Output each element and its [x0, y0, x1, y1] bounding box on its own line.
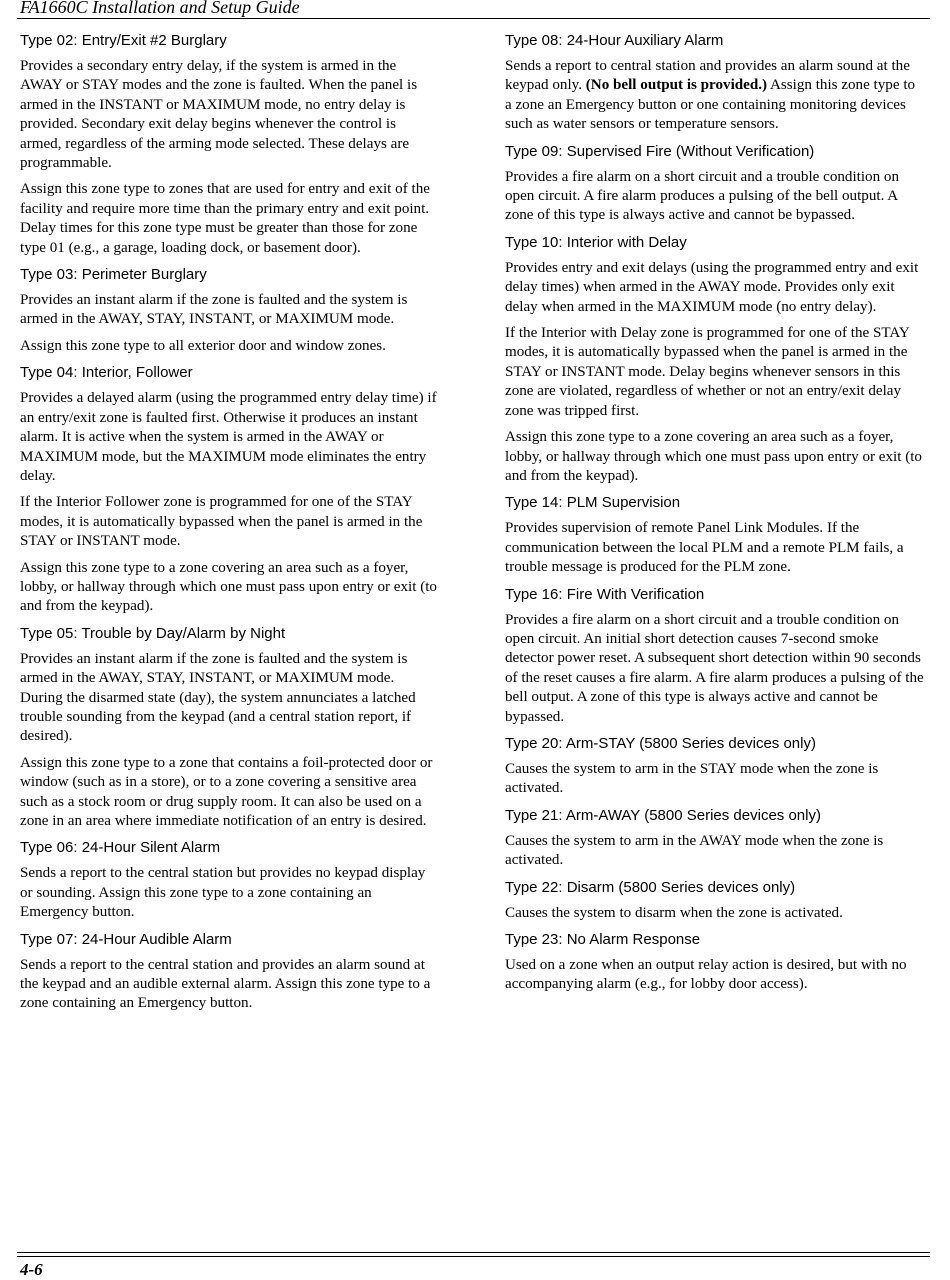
body-paragraph: [505, 956, 925, 995]
section-heading: Type 07: 24-Hour Audible Alarm: [20, 930, 232, 948]
section-heading: Type 03: Perimeter Burglary: [20, 266, 207, 284]
footer-divider-thin: [17, 1256, 930, 1257]
paragraph-text: Assign this zone type to all exterior door and window zones.: [20, 337, 386, 354]
paragraph-text: If the Interior with Delay zone is programmed for one of the STAY modes, it is automatically bypassed when the panel is armed in the STAY or INSTANT mode. Delay begins whenever sensors in this zone are violated, regardless of whether or not an entry/exit delay zone was tripped first.: [505, 325, 910, 419]
paragraph-text: Assign this zone type to a zone that contains a foil-protected door or window (such as in a store), or to a zone covering a sensitive area such as a stock room or drug supply room. It can also be used on a zone in an area where immediate notification of an entry is desired.: [20, 754, 433, 829]
section-heading: Type 02: Entry/Exit #2 Burglary: [20, 32, 227, 49]
section-heading: Type 08: 24-Hour Auxiliary Alarm: [505, 32, 724, 49]
footer-divider: [17, 1252, 930, 1253]
body-paragraph: [20, 57, 440, 173]
paragraph-text: Assign this zone type to a zone an Emergency button or one containing monitoring devices such as water sensors or temperature sensors.: [505, 77, 916, 133]
section-heading: Type 20: Arm-STAY (5800 Series devices only): [505, 734, 816, 752]
paragraph-text: Provides an instant alarm if the zone is faulted and the system is armed in the AWAY, STAY, INSTANT, or MAXIMUM mode.: [20, 292, 408, 328]
paragraph-text: Provides a fire alarm on a short circuit and a trouble condition on open circuit. A fire alarm produces a pulsing of the bell output. A zone of this type is always active and cannot be bypassed.: [505, 168, 899, 224]
paragraph-text: Causes the system to arm in the AWAY mode when the zone is activated.: [505, 832, 884, 869]
section-heading: Type 21: Arm-AWAY (5800 Series devices only): [505, 806, 821, 824]
paragraph-text: Provides a secondary entry delay, if the system is armed in the AWAY or STAY modes and the zone is faulted. When the panel is armed in the INSTANT or MAXIMUM mode, no entry delay is provided. Secondary exit delay begins whenever the control is armed, regardless of the arming mode selected. These delays are programmable.: [20, 58, 418, 172]
section-heading: Type 23: No Alarm Response: [505, 931, 701, 948]
section-heading: Type 22: Disarm (5800 Series devices only): [505, 878, 796, 896]
zone-type-section: [20, 364, 440, 616]
zone-type-section: [20, 32, 440, 258]
header-divider: [17, 18, 930, 19]
body-paragraph: [505, 259, 925, 317]
zone-type-section: [505, 807, 925, 871]
zone-type-section: [505, 735, 925, 799]
section-heading: Type 14: PLM Supervision: [505, 494, 681, 512]
zone-type-section: [505, 234, 925, 486]
zone-type-section: [20, 931, 440, 1014]
zone-type-section: [20, 266, 440, 356]
body-paragraph: [20, 650, 440, 747]
paragraph-text: Sends a report to the central station and provides an alarm sound at the keypad and an audible external alarm. Assign this zone type to a zone containing an Emergency button.: [20, 956, 431, 1012]
paragraph-text: Sends a report to the central station but provides no keypad display or sounding. Assign this zone type to a zone containing an Emergency button.: [20, 865, 426, 921]
body-paragraph: [505, 428, 925, 486]
paragraph-text: Provides supervision of remote Panel Link Modules. If the communication between the local PLM and a remote PLM fails, a trouble message is produced for the PLM zone.: [505, 520, 904, 576]
paragraph-text: Assign this zone type to a zone covering an area such as a foyer, lobby, or hallway through which one must pass upon entry or exit (to and from the keypad).: [505, 429, 922, 484]
zone-type-section: [505, 32, 925, 135]
body-paragraph: [20, 291, 440, 330]
body-paragraph: [20, 493, 440, 551]
body-paragraph: [20, 754, 440, 832]
section-heading: Type 06: 24-Hour Silent Alarm: [20, 839, 221, 857]
right-column: [505, 32, 925, 1003]
paragraph-text: If the Interior Follower zone is programmed for one of the STAY modes, it is automatically bypassed when the panel is armed in the STAY or INSTANT mode.: [20, 494, 423, 550]
section-heading: Type 05: Trouble by Day/Alarm by Night: [20, 624, 286, 642]
zone-type-section: [505, 143, 925, 226]
body-paragraph: [505, 168, 925, 226]
body-paragraph: [505, 324, 925, 421]
body-paragraph: [20, 956, 440, 1014]
paragraph-text: Used on a zone when an output relay action is desired, but with no accompanying alarm (e.g., for lobby door access).: [505, 957, 907, 993]
section-heading: Type 16: Fire With Verification: [505, 585, 705, 603]
zone-type-section: [505, 931, 925, 995]
paragraph-text: Assign this zone type to a zone covering an area such as a foyer, lobby, or hallway through which one must pass upon entry or exit (to and from the keypad).: [20, 559, 437, 615]
body-paragraph: [505, 611, 925, 727]
document-header-title: FA1660C Installation and Setup Guide: [20, 0, 300, 17]
body-paragraph: [505, 519, 925, 577]
body-paragraph: [505, 832, 925, 871]
section-heading: Type 09: Supervised Fire (Without Verification): [505, 142, 815, 160]
paragraph-text: Provides a delayed alarm (using the programmed entry delay time) if an entry/exit zone is faulted first. Otherwise it produces an instant alarm. It is active when the system is armed in the AWAY or MAXIMUM mode, but the MAXIMUM mode eliminates the entry delay.: [20, 390, 437, 484]
body-paragraph: [505, 904, 925, 923]
body-paragraph: [20, 337, 440, 356]
zone-type-section: [505, 879, 925, 923]
body-paragraph: [20, 864, 440, 922]
body-paragraph: [20, 389, 440, 486]
paragraph-text: Provides a fire alarm on a short circuit and a trouble condition on open circuit. An initial short detection causes 7-second smoke detector power reset. A subsequent short detection within 90 seconds of the reset causes a fire alarm. A fire alarm produces a pulsing of the bell output. A zone of this type is always active and cannot be bypassed.: [505, 611, 924, 725]
paragraph-text: Causes the system to disarm when the zone is activated.: [505, 904, 843, 921]
zone-type-section: [20, 839, 440, 922]
body-paragraph: [505, 57, 925, 135]
paragraph-text: Provides an instant alarm if the zone is faulted and the system is armed in the AWAY, STAY, INSTANT, or MAXIMUM mode. During the disarmed state (day), the system annunciates a latched trouble sounding from the keypad (and a central station report, if desired).: [20, 650, 416, 745]
paragraph-text: Assign this zone type to zones that are used for entry and exit of the facility and require more time than the primary entry and exit point. Delay times for this zone type must be greater than those for zone type 01 (e.g., a garage, loading dock, or basement door).: [20, 181, 430, 256]
paragraph-text: Sends a report to central station and provides an alarm sound at the keypad only.: [505, 58, 910, 94]
zone-type-section: [505, 586, 925, 727]
page-number: 4-6: [20, 1260, 43, 1279]
body-paragraph: [20, 180, 440, 258]
section-heading: Type 04: Interior, Follower: [20, 364, 193, 382]
zone-type-section: [505, 494, 925, 577]
paragraph-text: Causes the system to arm in the STAY mode when the zone is activated.: [505, 760, 879, 797]
body-paragraph: [20, 559, 440, 617]
paragraph-text: Provides entry and exit delays (using the programmed entry and exit delay times) when armed in the AWAY mode. Provides only exit delay when armed in the MAXIMUM mode (no entry delay).: [505, 259, 919, 315]
body-paragraph: [505, 760, 925, 799]
zone-type-section: [20, 625, 440, 832]
left-column: [20, 32, 440, 1022]
section-heading: Type 10: Interior with Delay: [505, 233, 687, 251]
bold-emphasis-text: (No bell output is provided.): [585, 77, 768, 94]
